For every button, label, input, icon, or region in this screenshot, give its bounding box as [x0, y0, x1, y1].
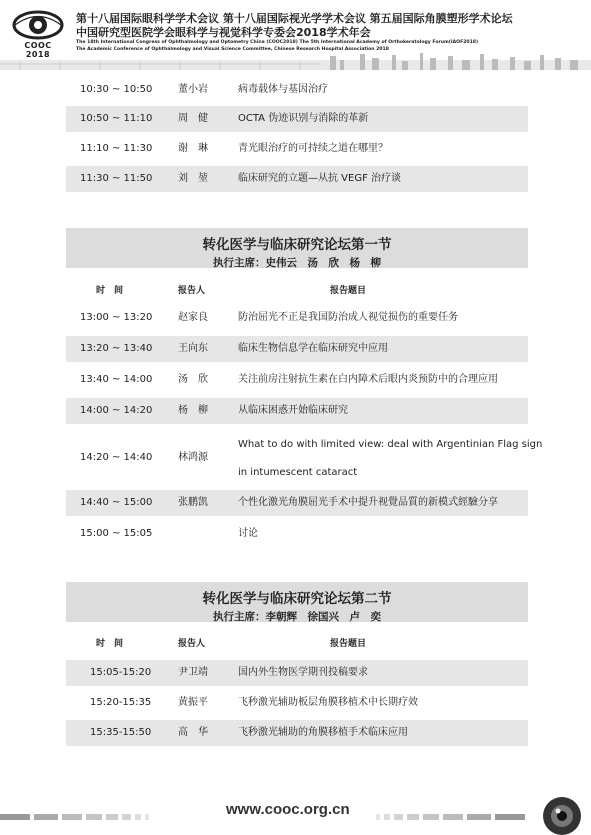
- row-time: 14:20 ~ 14:40: [80, 452, 153, 463]
- session-title: 转化医学与临床研究论坛第二节: [202, 591, 392, 607]
- schedule-row: [66, 367, 528, 393]
- row-time: 10:50 ~ 11:10: [80, 113, 153, 124]
- row-topic: 临床生物信息学在临床研究中应用: [238, 343, 388, 354]
- logo-label: COOC 2018: [24, 41, 52, 59]
- row-time: 14:40 ~ 15:00: [80, 497, 153, 508]
- row-speaker: 汤 欣: [178, 374, 208, 385]
- row-speaker: 王向东: [178, 343, 208, 354]
- row-topic: OCTA 伪迹识别与消除的革新: [238, 113, 369, 124]
- row-time: 14:00 ~ 14:20: [80, 405, 153, 416]
- row-time: 13:40 ~ 14:00: [80, 374, 153, 385]
- row-time: 11:30 ~ 11:50: [80, 173, 153, 184]
- eye-logo-icon: [12, 10, 64, 40]
- session-chair: 执行主席：李朝辉 徐国兴 卢 奕: [213, 611, 381, 623]
- row-speaker: 尹卫靖: [178, 667, 208, 678]
- header-english-line1: The 18th International Congress of Ophthalmology and Optometry China (COOC2018) The 5th International Academy of Orthokeratology Forum(IAOF2018): [76, 40, 479, 45]
- row-topic: 个性化激光角膜屈光手术中提升视覺品質的新模式經驗分享: [238, 497, 498, 508]
- schedule-row: [66, 336, 528, 362]
- footer-eye-graphic-icon: [538, 790, 586, 835]
- schedule-row: [66, 490, 528, 516]
- column-header-time: 时 间: [96, 639, 124, 649]
- row-topic: 国内外生物医学期刊投稿要求: [238, 667, 368, 678]
- column-header-topic: 报告题目: [330, 286, 367, 296]
- column-header-row: [66, 632, 528, 654]
- session2-header: [66, 582, 528, 622]
- row-topic: 青光眼治疗的可持续之道在哪里？: [238, 143, 388, 154]
- row-time: 15:20-15:35: [90, 697, 152, 708]
- row-topic-line2: in intumescent cataract: [238, 467, 358, 478]
- row-time: 15:00 ~ 15:05: [80, 528, 153, 539]
- header-english-line2: The Academic Conference of Ophthalmology and Visual Science Committee, Chinese Research Hospital Association 2018: [76, 47, 389, 52]
- column-header-topic: 报告题目: [330, 639, 367, 649]
- column-header-speaker: 报告人: [178, 286, 206, 296]
- row-topic: 飞秒激光辅助的角膜移植手术临床应用: [238, 727, 408, 738]
- row-speaker: 高 华: [178, 727, 208, 738]
- row-speaker: 张鹏凯: [178, 497, 208, 508]
- row-topic: 关注前房注射抗生素在白内障术后眼内炎预防中的合理应用: [238, 374, 498, 385]
- schedule-row: [66, 660, 528, 686]
- schedule-row: [66, 136, 528, 162]
- page-footer: [0, 790, 591, 835]
- schedule-row: [66, 690, 528, 716]
- footer-decor-left: [0, 814, 218, 820]
- column-header-speaker: 报告人: [178, 639, 206, 649]
- row-time: 13:20 ~ 13:40: [80, 343, 153, 354]
- row-topic: 病毒载体与基因治疗: [238, 84, 328, 95]
- row-topic: 防治屈光不正是我国防治成人视觉损伤的重要任务: [238, 312, 458, 323]
- row-speaker: 周 健: [178, 113, 208, 124]
- row-time: 15:05-15:20: [90, 667, 152, 678]
- schedule-row: [66, 166, 528, 192]
- city-skyline-graphic: [0, 52, 591, 70]
- row-time: 15:35-15:50: [90, 727, 152, 738]
- row-topic-line1: What to do with limited view: deal with Argentinian Flag sign: [238, 439, 543, 450]
- row-time: 10:30 ~ 10:50: [80, 84, 153, 95]
- schedule-row: [66, 77, 528, 103]
- header-title-line2: 中国研究型医院学会眼科学与视觉科学专委会2018学术年会: [76, 26, 371, 39]
- row-topic: 飞秒激光辅助板层角膜移植术中长期疗效: [238, 697, 418, 708]
- row-speaker: 杨 柳: [178, 405, 208, 416]
- row-speaker: 刘 堃: [178, 173, 208, 184]
- row-topic: 临床研究的立题—从抗 VEGF 治疗谈: [238, 173, 402, 184]
- schedule-row: [66, 521, 528, 547]
- schedule-row: [66, 398, 528, 424]
- schedule-row: [66, 720, 528, 746]
- session-chair: 执行主席：史伟云 汤 欣 杨 柳: [213, 257, 381, 269]
- footer-decor-right: [376, 814, 526, 820]
- session1-header: [66, 228, 528, 268]
- row-speaker: 林鸿源: [178, 452, 208, 463]
- schedule-row: [66, 428, 543, 488]
- schedule-row: [66, 305, 528, 331]
- row-speaker: 董小岩: [178, 84, 208, 95]
- schedule-row: [66, 106, 528, 132]
- session-title: 转化医学与临床研究论坛第一节: [202, 237, 392, 253]
- row-time: 13:00 ~ 13:20: [80, 312, 153, 323]
- row-time: 11:10 ~ 11:30: [80, 143, 153, 154]
- page-header: [0, 0, 591, 70]
- row-speaker: 谢 琳: [178, 143, 208, 154]
- column-header-time: 时 间: [96, 286, 124, 296]
- header-title-line1: 第十八届国际眼科学学术会议 第十八届国际视光学学术会议 第五届国际角膜塑形学术论坛: [76, 12, 513, 25]
- row-speaker: 黄振平: [178, 697, 208, 708]
- website-url: www.cooc.org.cn: [226, 801, 350, 818]
- column-header-row: [66, 279, 528, 301]
- row-topic: 从临床困惑开始临床研究: [238, 405, 348, 416]
- row-topic: 讨论: [238, 528, 258, 539]
- row-speaker: 赵家良: [178, 312, 208, 323]
